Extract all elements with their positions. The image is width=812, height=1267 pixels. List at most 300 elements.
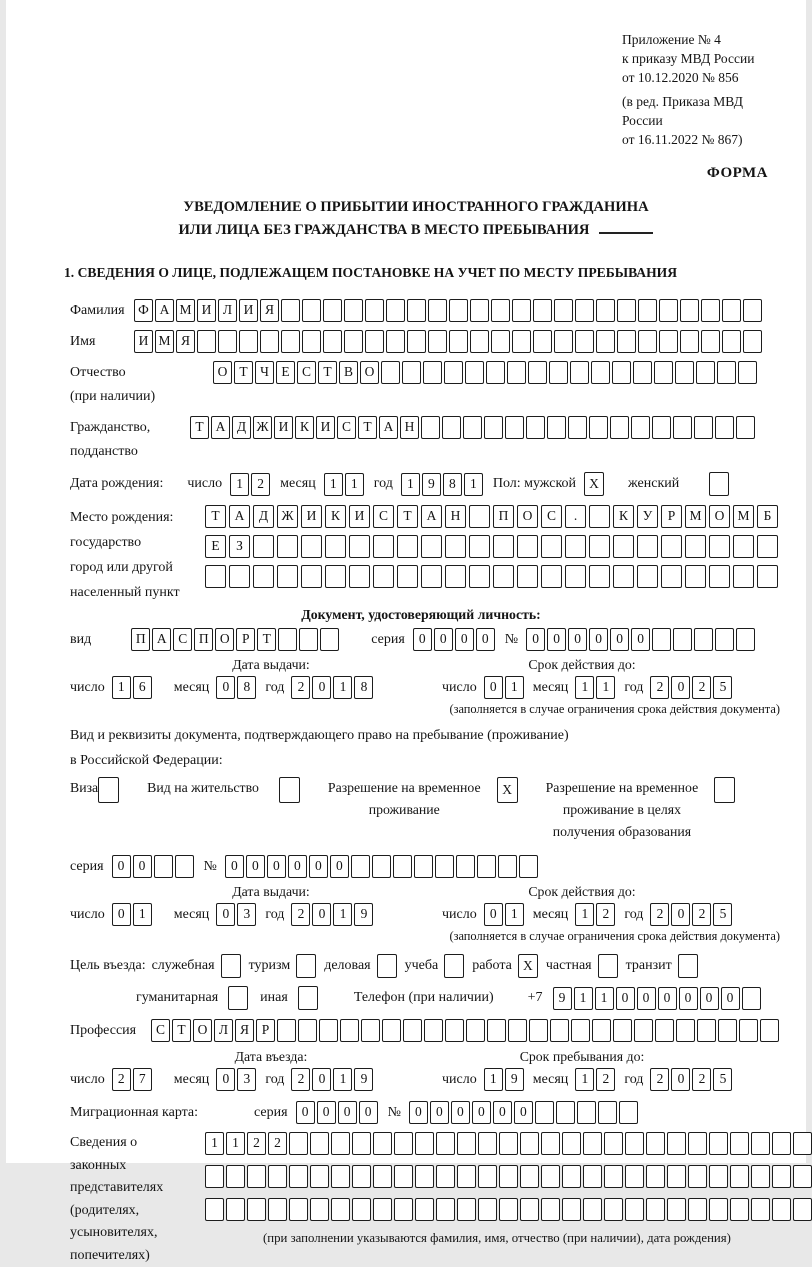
char-cell[interactable]: У bbox=[637, 505, 658, 528]
char-cell[interactable] bbox=[709, 1198, 728, 1221]
char-cell[interactable] bbox=[498, 855, 517, 878]
char-cell[interactable] bbox=[715, 628, 734, 651]
char-cell[interactable] bbox=[323, 299, 342, 322]
char-cell[interactable]: Д bbox=[232, 416, 251, 439]
char-cell[interactable] bbox=[465, 361, 484, 384]
char-cell[interactable] bbox=[493, 565, 514, 588]
purpose-tourism-checkbox[interactable] bbox=[296, 954, 318, 978]
char-cell[interactable]: В bbox=[339, 361, 358, 384]
char-cell[interactable] bbox=[349, 535, 370, 558]
char-cell[interactable] bbox=[197, 330, 216, 353]
char-cell[interactable] bbox=[638, 299, 657, 322]
char-cell[interactable] bbox=[694, 416, 713, 439]
char-cell[interactable]: И bbox=[274, 416, 293, 439]
char-cell[interactable] bbox=[456, 855, 475, 878]
char-cell[interactable] bbox=[751, 1132, 770, 1155]
char-cell[interactable] bbox=[373, 1198, 392, 1221]
char-cell[interactable]: Б bbox=[757, 505, 778, 528]
char-cell[interactable] bbox=[414, 855, 433, 878]
char-cell[interactable] bbox=[709, 1165, 728, 1188]
char-cell[interactable] bbox=[589, 505, 610, 528]
char-cell[interactable]: С bbox=[173, 628, 192, 651]
char-cell[interactable]: Ж bbox=[277, 505, 298, 528]
char-cell[interactable]: С bbox=[151, 1019, 170, 1042]
char-cell[interactable] bbox=[638, 330, 657, 353]
char-cell[interactable] bbox=[722, 299, 741, 322]
char-cell[interactable] bbox=[517, 565, 538, 588]
char-cell[interactable]: 2 bbox=[596, 1068, 615, 1091]
char-cell[interactable] bbox=[612, 361, 631, 384]
doc-valid-month-input[interactable] bbox=[575, 676, 617, 699]
char-cell[interactable] bbox=[583, 1198, 602, 1221]
char-cell[interactable] bbox=[351, 855, 370, 878]
birth-place-line2[interactable] bbox=[205, 535, 781, 558]
char-cell[interactable] bbox=[554, 330, 573, 353]
char-cell[interactable]: С bbox=[337, 416, 356, 439]
char-cell[interactable] bbox=[226, 1198, 245, 1221]
residence-issue-day-input[interactable] bbox=[112, 903, 154, 926]
char-cell[interactable] bbox=[466, 1019, 485, 1042]
char-cell[interactable] bbox=[449, 299, 468, 322]
char-cell[interactable]: Р bbox=[236, 628, 255, 651]
char-cell[interactable] bbox=[352, 1165, 371, 1188]
char-cell[interactable]: О bbox=[709, 505, 730, 528]
char-cell[interactable]: 0 bbox=[309, 855, 328, 878]
char-cell[interactable]: О bbox=[213, 361, 232, 384]
char-cell[interactable] bbox=[589, 535, 610, 558]
char-cell[interactable] bbox=[520, 1165, 539, 1188]
char-cell[interactable]: П bbox=[131, 628, 150, 651]
char-cell[interactable] bbox=[610, 416, 629, 439]
char-cell[interactable] bbox=[680, 299, 699, 322]
char-cell[interactable] bbox=[541, 565, 562, 588]
doc-series-input[interactable] bbox=[413, 628, 497, 651]
char-cell[interactable] bbox=[772, 1198, 791, 1221]
char-cell[interactable] bbox=[529, 1019, 548, 1042]
char-cell[interactable]: 0 bbox=[568, 628, 587, 651]
char-cell[interactable] bbox=[625, 1198, 644, 1221]
char-cell[interactable] bbox=[604, 1165, 623, 1188]
stay-year-input[interactable] bbox=[650, 1068, 734, 1091]
sex-female-checkbox[interactable] bbox=[709, 472, 731, 496]
char-cell[interactable] bbox=[701, 330, 720, 353]
char-cell[interactable] bbox=[344, 299, 363, 322]
char-cell[interactable]: 8 bbox=[237, 676, 256, 699]
char-cell[interactable] bbox=[226, 1165, 245, 1188]
char-cell[interactable] bbox=[637, 535, 658, 558]
char-cell[interactable] bbox=[477, 855, 496, 878]
char-cell[interactable] bbox=[562, 1165, 581, 1188]
char-cell[interactable]: 5 bbox=[713, 903, 732, 926]
char-cell[interactable]: Е bbox=[276, 361, 295, 384]
purpose-work-checkbox[interactable] bbox=[518, 954, 540, 978]
char-cell[interactable] bbox=[436, 1165, 455, 1188]
surname-input[interactable] bbox=[134, 299, 764, 322]
char-cell[interactable]: 0 bbox=[312, 1068, 331, 1091]
migration-series-input[interactable] bbox=[296, 1101, 380, 1124]
char-cell[interactable]: Т bbox=[190, 416, 209, 439]
char-cell[interactable]: А bbox=[379, 416, 398, 439]
char-cell[interactable]: 1 bbox=[505, 903, 524, 926]
char-cell[interactable] bbox=[478, 1198, 497, 1221]
char-cell[interactable] bbox=[688, 1165, 707, 1188]
char-cell[interactable]: Т bbox=[234, 361, 253, 384]
char-cell[interactable] bbox=[562, 1132, 581, 1155]
citizenship-input[interactable] bbox=[190, 416, 757, 439]
char-cell[interactable]: К bbox=[613, 505, 634, 528]
char-cell[interactable] bbox=[386, 330, 405, 353]
char-cell[interactable] bbox=[470, 330, 489, 353]
residence-valid-month-input[interactable] bbox=[575, 903, 617, 926]
char-cell[interactable] bbox=[279, 777, 300, 803]
char-cell[interactable] bbox=[675, 361, 694, 384]
char-cell[interactable]: 1 bbox=[575, 903, 594, 926]
char-cell[interactable] bbox=[709, 565, 730, 588]
patronymic-input[interactable] bbox=[213, 361, 759, 384]
purpose-other-checkbox[interactable] bbox=[298, 986, 320, 1010]
firstname-input[interactable] bbox=[134, 330, 764, 353]
char-cell[interactable] bbox=[486, 361, 505, 384]
char-cell[interactable] bbox=[407, 299, 426, 322]
char-cell[interactable] bbox=[325, 565, 346, 588]
char-cell[interactable]: 1 bbox=[133, 903, 152, 926]
char-cell[interactable]: Ч bbox=[255, 361, 274, 384]
char-cell[interactable]: И bbox=[316, 416, 335, 439]
char-cell[interactable] bbox=[449, 330, 468, 353]
entry-day-input[interactable] bbox=[112, 1068, 154, 1091]
char-cell[interactable] bbox=[320, 628, 339, 651]
char-cell[interactable] bbox=[673, 628, 692, 651]
residence-valid-year-input[interactable] bbox=[650, 903, 734, 926]
char-cell[interactable]: 0 bbox=[409, 1101, 428, 1124]
char-cell[interactable] bbox=[310, 1165, 329, 1188]
char-cell[interactable]: Н bbox=[445, 505, 466, 528]
char-cell[interactable]: Я bbox=[260, 299, 279, 322]
char-cell[interactable]: 0 bbox=[338, 1101, 357, 1124]
char-cell[interactable]: Т bbox=[397, 505, 418, 528]
char-cell[interactable] bbox=[393, 855, 412, 878]
char-cell[interactable]: 0 bbox=[526, 628, 545, 651]
char-cell[interactable]: 0 bbox=[671, 903, 690, 926]
char-cell[interactable]: 0 bbox=[616, 987, 635, 1010]
char-cell[interactable]: 1 bbox=[324, 473, 343, 496]
char-cell[interactable]: И bbox=[134, 330, 153, 353]
char-cell[interactable] bbox=[633, 361, 652, 384]
char-cell[interactable] bbox=[738, 361, 757, 384]
char-cell[interactable] bbox=[365, 299, 384, 322]
char-cell[interactable]: 2 bbox=[251, 473, 270, 496]
char-cell[interactable] bbox=[596, 299, 615, 322]
char-cell[interactable] bbox=[277, 1019, 296, 1042]
char-cell[interactable]: 0 bbox=[671, 1068, 690, 1091]
char-cell[interactable] bbox=[175, 855, 194, 878]
char-cell[interactable] bbox=[289, 1165, 308, 1188]
char-cell[interactable]: 0 bbox=[216, 676, 235, 699]
doc-valid-year-input[interactable] bbox=[650, 676, 734, 699]
char-cell[interactable]: Р bbox=[256, 1019, 275, 1042]
char-cell[interactable] bbox=[512, 299, 531, 322]
char-cell[interactable]: 0 bbox=[472, 1101, 491, 1124]
char-cell[interactable]: А bbox=[152, 628, 171, 651]
char-cell[interactable] bbox=[505, 416, 524, 439]
char-cell[interactable] bbox=[625, 1132, 644, 1155]
char-cell[interactable] bbox=[469, 505, 490, 528]
char-cell[interactable]: 0 bbox=[700, 987, 719, 1010]
char-cell[interactable] bbox=[331, 1165, 350, 1188]
char-cell[interactable] bbox=[323, 330, 342, 353]
char-cell[interactable] bbox=[394, 1198, 413, 1221]
char-cell[interactable] bbox=[696, 361, 715, 384]
char-cell[interactable] bbox=[718, 1019, 737, 1042]
birth-year-input[interactable] bbox=[401, 473, 485, 496]
char-cell[interactable] bbox=[730, 1198, 749, 1221]
char-cell[interactable] bbox=[301, 565, 322, 588]
char-cell[interactable] bbox=[694, 628, 713, 651]
char-cell[interactable]: Я bbox=[235, 1019, 254, 1042]
char-cell[interactable] bbox=[541, 1165, 560, 1188]
char-cell[interactable] bbox=[589, 416, 608, 439]
purpose-humanitarian-checkbox[interactable] bbox=[228, 986, 250, 1010]
char-cell[interactable]: 2 bbox=[650, 676, 669, 699]
char-cell[interactable] bbox=[289, 1198, 308, 1221]
char-cell[interactable]: 1 bbox=[205, 1132, 224, 1155]
char-cell[interactable] bbox=[577, 1101, 596, 1124]
char-cell[interactable] bbox=[733, 565, 754, 588]
char-cell[interactable]: 0 bbox=[225, 855, 244, 878]
char-cell[interactable] bbox=[499, 1198, 518, 1221]
char-cell[interactable]: 3 bbox=[237, 1068, 256, 1091]
char-cell[interactable] bbox=[394, 1165, 413, 1188]
char-cell[interactable] bbox=[565, 535, 586, 558]
char-cell[interactable]: П bbox=[493, 505, 514, 528]
char-cell[interactable] bbox=[478, 1165, 497, 1188]
visa-checkbox[interactable] bbox=[98, 777, 121, 803]
char-cell[interactable] bbox=[556, 1101, 575, 1124]
char-cell[interactable] bbox=[423, 361, 442, 384]
char-cell[interactable] bbox=[654, 361, 673, 384]
char-cell[interactable]: 2 bbox=[291, 1068, 310, 1091]
char-cell[interactable] bbox=[397, 535, 418, 558]
char-cell[interactable]: Я bbox=[176, 330, 195, 353]
char-cell[interactable]: 2 bbox=[692, 903, 711, 926]
char-cell[interactable]: 0 bbox=[637, 987, 656, 1010]
char-cell[interactable] bbox=[428, 299, 447, 322]
char-cell[interactable] bbox=[247, 1198, 266, 1221]
char-cell[interactable]: К bbox=[295, 416, 314, 439]
residence-permit-checkbox[interactable] bbox=[279, 777, 302, 803]
char-cell[interactable]: 0 bbox=[267, 855, 286, 878]
char-cell[interactable]: 0 bbox=[216, 1068, 235, 1091]
char-cell[interactable] bbox=[253, 565, 274, 588]
char-cell[interactable] bbox=[760, 1019, 779, 1042]
phone-input[interactable] bbox=[553, 987, 763, 1010]
char-cell[interactable] bbox=[613, 565, 634, 588]
char-cell[interactable] bbox=[331, 1198, 350, 1221]
char-cell[interactable] bbox=[457, 1132, 476, 1155]
char-cell[interactable] bbox=[571, 1019, 590, 1042]
char-cell[interactable] bbox=[277, 535, 298, 558]
char-cell[interactable] bbox=[377, 954, 397, 978]
char-cell[interactable]: 0 bbox=[330, 855, 349, 878]
char-cell[interactable] bbox=[646, 1132, 665, 1155]
char-cell[interactable]: 9 bbox=[553, 987, 572, 1010]
char-cell[interactable] bbox=[709, 535, 730, 558]
char-cell[interactable]: М bbox=[685, 505, 706, 528]
char-cell[interactable]: 0 bbox=[610, 628, 629, 651]
char-cell[interactable] bbox=[685, 565, 706, 588]
char-cell[interactable]: 0 bbox=[133, 855, 152, 878]
char-cell[interactable]: 0 bbox=[658, 987, 677, 1010]
char-cell[interactable] bbox=[421, 565, 442, 588]
char-cell[interactable] bbox=[436, 1198, 455, 1221]
char-cell[interactable]: 0 bbox=[589, 628, 608, 651]
entry-month-input[interactable] bbox=[216, 1068, 258, 1091]
char-cell[interactable]: 0 bbox=[451, 1101, 470, 1124]
char-cell[interactable]: 9 bbox=[422, 473, 441, 496]
char-cell[interactable] bbox=[533, 330, 552, 353]
char-cell[interactable] bbox=[634, 1019, 653, 1042]
char-cell[interactable]: Т bbox=[257, 628, 276, 651]
char-cell[interactable] bbox=[793, 1198, 812, 1221]
char-cell[interactable] bbox=[372, 855, 391, 878]
char-cell[interactable] bbox=[742, 987, 761, 1010]
char-cell[interactable]: 1 bbox=[401, 473, 420, 496]
purpose-business-checkbox[interactable] bbox=[377, 954, 399, 978]
char-cell[interactable]: 2 bbox=[692, 676, 711, 699]
char-cell[interactable] bbox=[407, 330, 426, 353]
char-cell[interactable] bbox=[646, 1165, 665, 1188]
char-cell[interactable]: 2 bbox=[650, 1068, 669, 1091]
char-cell[interactable]: X bbox=[584, 472, 604, 496]
char-cell[interactable]: 0 bbox=[296, 1101, 315, 1124]
char-cell[interactable] bbox=[361, 1019, 380, 1042]
char-cell[interactable]: С bbox=[541, 505, 562, 528]
char-cell[interactable] bbox=[652, 628, 671, 651]
char-cell[interactable] bbox=[205, 1198, 224, 1221]
char-cell[interactable]: 1 bbox=[464, 473, 483, 496]
char-cell[interactable]: 0 bbox=[312, 903, 331, 926]
char-cell[interactable] bbox=[381, 361, 400, 384]
char-cell[interactable]: 8 bbox=[443, 473, 462, 496]
char-cell[interactable]: Ж bbox=[253, 416, 272, 439]
char-cell[interactable] bbox=[661, 565, 682, 588]
char-cell[interactable] bbox=[596, 330, 615, 353]
char-cell[interactable]: А bbox=[421, 505, 442, 528]
char-cell[interactable] bbox=[757, 535, 778, 558]
char-cell[interactable] bbox=[520, 1132, 539, 1155]
char-cell[interactable] bbox=[478, 1132, 497, 1155]
char-cell[interactable] bbox=[435, 855, 454, 878]
char-cell[interactable]: 1 bbox=[345, 473, 364, 496]
char-cell[interactable] bbox=[598, 1101, 617, 1124]
char-cell[interactable] bbox=[457, 1165, 476, 1188]
char-cell[interactable] bbox=[583, 1165, 602, 1188]
char-cell[interactable]: 2 bbox=[247, 1132, 266, 1155]
char-cell[interactable] bbox=[268, 1165, 287, 1188]
char-cell[interactable] bbox=[331, 1132, 350, 1155]
char-cell[interactable] bbox=[625, 1165, 644, 1188]
char-cell[interactable] bbox=[565, 565, 586, 588]
char-cell[interactable] bbox=[260, 330, 279, 353]
char-cell[interactable] bbox=[526, 416, 545, 439]
char-cell[interactable]: Л bbox=[214, 1019, 233, 1042]
char-cell[interactable]: Л bbox=[218, 299, 237, 322]
char-cell[interactable]: Т bbox=[205, 505, 226, 528]
char-cell[interactable] bbox=[678, 954, 698, 978]
char-cell[interactable]: К bbox=[325, 505, 346, 528]
char-cell[interactable] bbox=[736, 416, 755, 439]
char-cell[interactable] bbox=[715, 416, 734, 439]
char-cell[interactable]: 2 bbox=[268, 1132, 287, 1155]
char-cell[interactable]: О bbox=[215, 628, 234, 651]
char-cell[interactable]: X bbox=[497, 777, 518, 803]
char-cell[interactable] bbox=[717, 361, 736, 384]
char-cell[interactable]: 9 bbox=[505, 1068, 524, 1091]
purpose-study-checkbox[interactable] bbox=[444, 954, 466, 978]
char-cell[interactable]: И bbox=[239, 299, 258, 322]
char-cell[interactable] bbox=[541, 1198, 560, 1221]
char-cell[interactable]: 0 bbox=[288, 855, 307, 878]
char-cell[interactable] bbox=[667, 1198, 686, 1221]
char-cell[interactable]: 0 bbox=[476, 628, 495, 651]
char-cell[interactable]: 1 bbox=[575, 676, 594, 699]
char-cell[interactable] bbox=[301, 535, 322, 558]
char-cell[interactable]: 1 bbox=[575, 1068, 594, 1091]
char-cell[interactable] bbox=[445, 535, 466, 558]
char-cell[interactable]: 1 bbox=[333, 676, 352, 699]
char-cell[interactable]: 7 bbox=[133, 1068, 152, 1091]
char-cell[interactable] bbox=[549, 361, 568, 384]
char-cell[interactable] bbox=[296, 954, 316, 978]
char-cell[interactable] bbox=[739, 1019, 758, 1042]
char-cell[interactable] bbox=[218, 330, 237, 353]
char-cell[interactable]: Е bbox=[205, 535, 226, 558]
char-cell[interactable] bbox=[520, 1198, 539, 1221]
char-cell[interactable]: 0 bbox=[112, 855, 131, 878]
char-cell[interactable] bbox=[352, 1132, 371, 1155]
stay-month-input[interactable] bbox=[575, 1068, 617, 1091]
purpose-transit-checkbox[interactable] bbox=[678, 954, 700, 978]
residence-issue-year-input[interactable] bbox=[291, 903, 375, 926]
char-cell[interactable]: Т bbox=[358, 416, 377, 439]
char-cell[interactable] bbox=[469, 535, 490, 558]
char-cell[interactable] bbox=[751, 1198, 770, 1221]
doc-number-input[interactable] bbox=[526, 628, 757, 651]
char-cell[interactable] bbox=[604, 1198, 623, 1221]
char-cell[interactable] bbox=[570, 361, 589, 384]
char-cell[interactable]: 9 bbox=[354, 903, 373, 926]
char-cell[interactable] bbox=[714, 777, 735, 803]
char-cell[interactable] bbox=[619, 1101, 638, 1124]
char-cell[interactable] bbox=[221, 954, 241, 978]
char-cell[interactable]: 0 bbox=[547, 628, 566, 651]
char-cell[interactable] bbox=[655, 1019, 674, 1042]
char-cell[interactable] bbox=[793, 1165, 812, 1188]
char-cell[interactable] bbox=[386, 299, 405, 322]
char-cell[interactable]: 8 bbox=[354, 676, 373, 699]
char-cell[interactable] bbox=[325, 535, 346, 558]
char-cell[interactable]: 2 bbox=[112, 1068, 131, 1091]
char-cell[interactable]: 2 bbox=[291, 903, 310, 926]
doc-kind-input[interactable] bbox=[131, 628, 341, 651]
birth-month-input[interactable] bbox=[324, 473, 366, 496]
char-cell[interactable]: 0 bbox=[455, 628, 474, 651]
char-cell[interactable]: 2 bbox=[650, 903, 669, 926]
char-cell[interactable] bbox=[205, 1165, 224, 1188]
legal-representatives-line1[interactable] bbox=[205, 1132, 812, 1155]
char-cell[interactable] bbox=[319, 1019, 338, 1042]
char-cell[interactable]: 5 bbox=[713, 676, 732, 699]
